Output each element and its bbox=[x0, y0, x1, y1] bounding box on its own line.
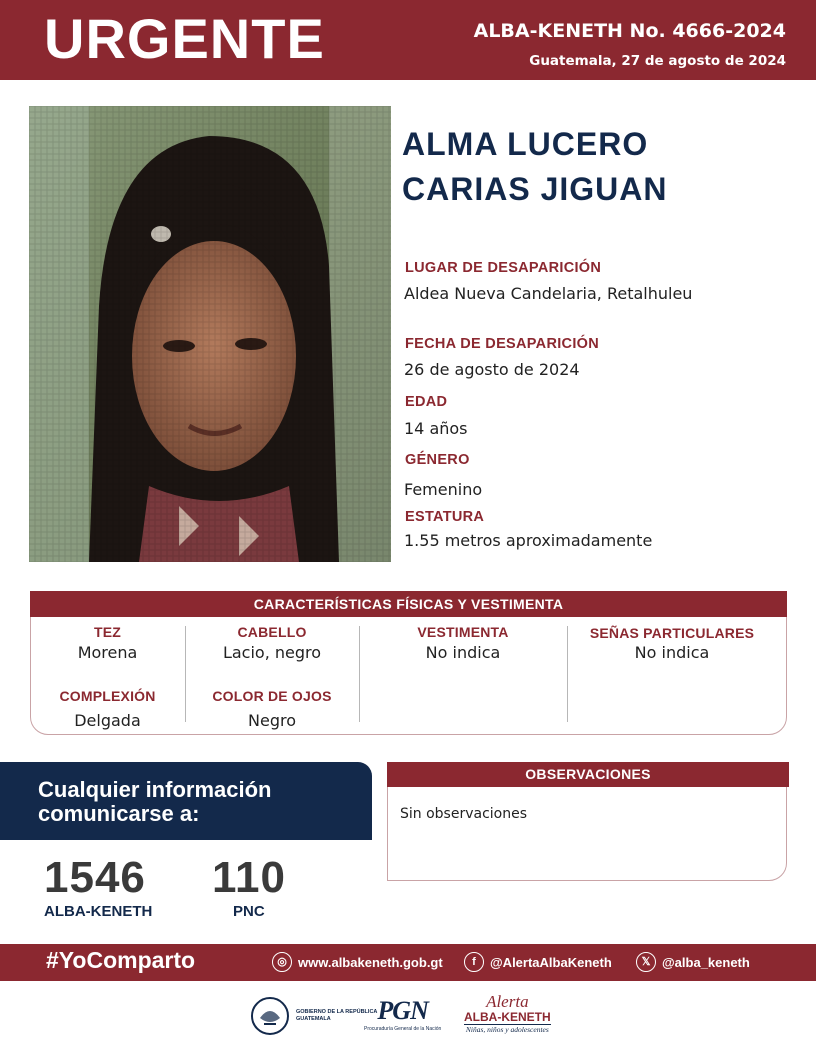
tez-label: TEZ bbox=[93, 624, 122, 640]
alerta-top: Alerta bbox=[486, 992, 529, 1011]
twitter-text: @alba_keneth bbox=[662, 954, 750, 970]
height-value: 1.55 metros aproximadamente bbox=[404, 531, 653, 550]
gob-line1: GOBIERNO DE LA REPÚBLICA bbox=[296, 1009, 378, 1015]
gender-label: GÉNERO bbox=[405, 452, 470, 468]
government-seal-icon bbox=[250, 996, 290, 1036]
phone-pnc-label: PNC bbox=[233, 903, 265, 920]
phone-alba-keneth-label: ALBA-KENETH bbox=[44, 903, 153, 920]
age-value: 14 años bbox=[404, 419, 468, 438]
person-name bbox=[402, 122, 667, 212]
column-divider bbox=[185, 626, 186, 722]
complexion-label: COMPLEXIÓN bbox=[59, 688, 156, 704]
alerta-logo bbox=[464, 994, 551, 1034]
pgn-logo bbox=[364, 996, 441, 1032]
pgn-text: PGN bbox=[377, 996, 428, 1025]
person-name-line1: ALMA LUCERO bbox=[402, 126, 649, 162]
date-value: 26 de agosto de 2024 bbox=[404, 360, 580, 379]
observations-text: Sin observaciones bbox=[400, 806, 528, 822]
website-text: www.albakeneth.gob.gt bbox=[298, 954, 443, 970]
alerta-mid: ALBA-KENETH bbox=[464, 1010, 551, 1024]
facebook-icon: f bbox=[464, 952, 484, 972]
alert-number: ALBA-KENETH No. 4666-2024 bbox=[473, 20, 786, 42]
pgn-sub: Procuraduría General de la Nación bbox=[364, 1026, 442, 1032]
senas-value: No indica bbox=[634, 643, 710, 662]
facebook-text: @AlertaAlbaKeneth bbox=[490, 954, 612, 970]
twitter-link[interactable] bbox=[636, 952, 750, 972]
contact-line2: comunicarse a: bbox=[38, 801, 200, 826]
gob-line2: GUATEMALA bbox=[296, 1016, 331, 1022]
ojos-label: COLOR DE OJOS bbox=[212, 688, 332, 704]
urgent-title: URGENTE bbox=[44, 7, 325, 70]
missing-person-photo bbox=[29, 106, 391, 562]
place-value: Aldea Nueva Candelaria, Retalhuleu bbox=[404, 284, 693, 303]
alerta-bot: Niñas, niños y adolescentes bbox=[465, 1025, 549, 1034]
contact-text bbox=[38, 778, 271, 826]
complexion-value: Delgada bbox=[74, 711, 141, 730]
height-label: ESTATURA bbox=[405, 509, 485, 525]
website-link[interactable] bbox=[272, 952, 443, 972]
facebook-link[interactable] bbox=[464, 952, 612, 972]
column-divider bbox=[359, 626, 360, 722]
senas-label: SEÑAS PARTICULARES bbox=[589, 625, 755, 641]
vestimenta-value: No indica bbox=[425, 643, 501, 662]
phone-pnc[interactable]: 110 bbox=[212, 853, 286, 902]
contact-line1: Cualquier información bbox=[38, 777, 272, 802]
x-icon: 𝕏 bbox=[636, 952, 656, 972]
date-label: FECHA DE DESAPARICIÓN bbox=[405, 336, 600, 352]
gender-value: Femenino bbox=[404, 480, 483, 499]
government-logo bbox=[250, 996, 377, 1036]
vestimenta-label: VESTIMENTA bbox=[417, 624, 509, 640]
person-name-line2: CARIAS JIGUAN bbox=[402, 171, 668, 207]
age-label: EDAD bbox=[405, 394, 448, 410]
characteristics-title: CARACTERÍSTICAS FÍSICAS Y VESTIMENTA bbox=[30, 591, 787, 617]
hashtag: #YoComparto bbox=[46, 947, 196, 973]
phone-alba-keneth[interactable]: 1546 bbox=[44, 853, 146, 902]
ojos-value: Negro bbox=[248, 711, 296, 730]
observations-title: OBSERVACIONES bbox=[387, 762, 789, 787]
tez-value: Morena bbox=[77, 643, 138, 662]
cabello-label: CABELLO bbox=[237, 624, 307, 640]
alert-date: Guatemala, 27 de agosto de 2024 bbox=[529, 53, 786, 69]
place-label: LUGAR DE DESAPARICIÓN bbox=[405, 260, 602, 276]
cabello-value: Lacio, negro bbox=[222, 643, 322, 662]
globe-icon: ◎ bbox=[272, 952, 292, 972]
